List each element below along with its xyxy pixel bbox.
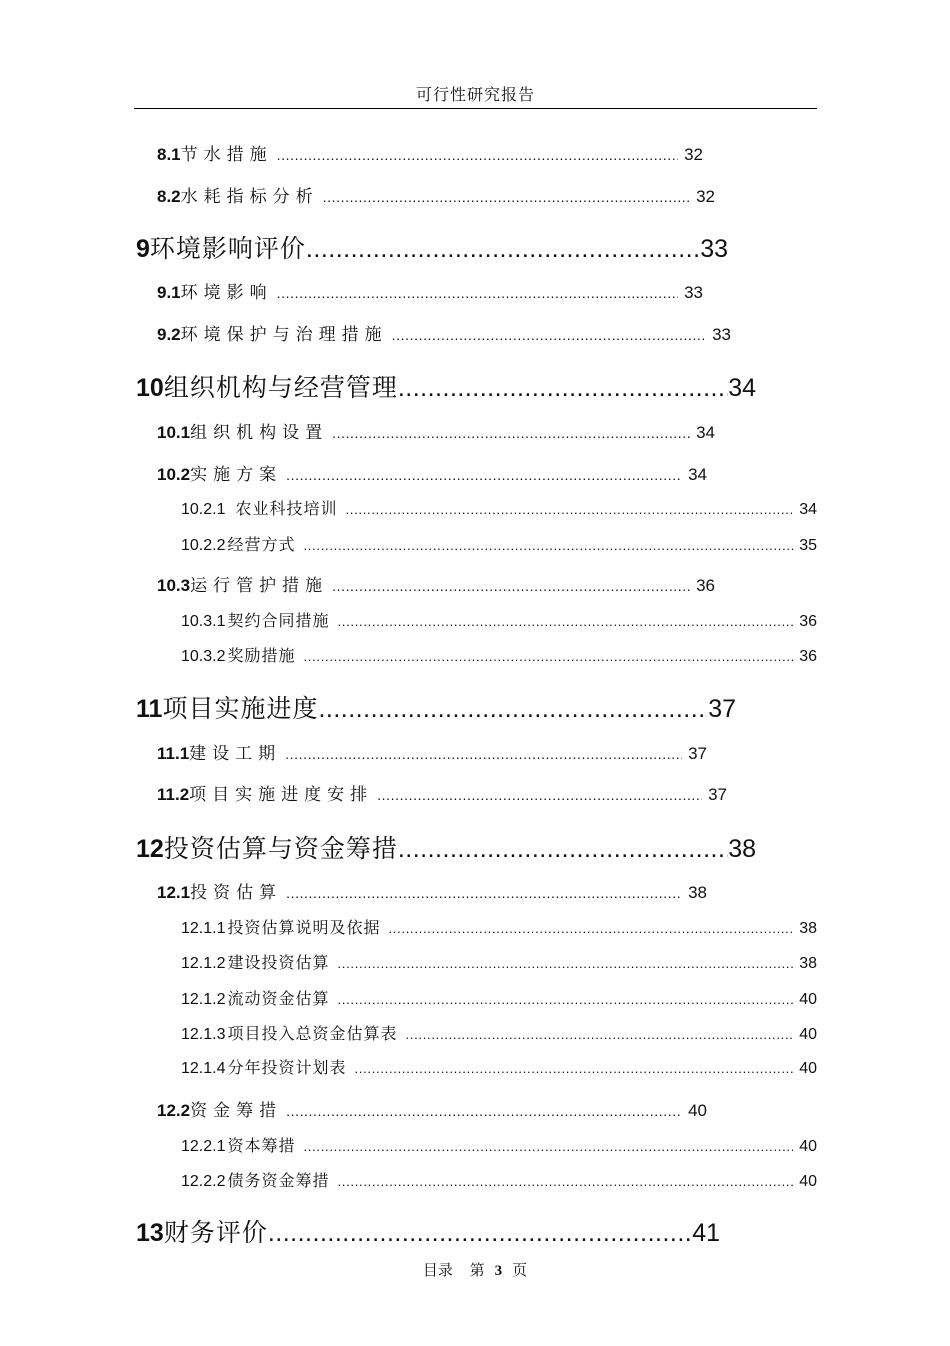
toc-entry[interactable] [136,829,756,863]
toc-entry-title: 投资估算与资金筹措 [163,834,398,863]
toc-leader-dots [389,921,794,936]
toc-entry-title: 奖励措施 [227,646,296,665]
toc-leader-dots [304,538,794,553]
toc-entry[interactable] [157,460,707,485]
toc-entry-title: 运行管护措施 [190,576,329,596]
toc-entry-number: 9.2 [157,325,181,344]
toc-leader-dots [286,885,682,901]
toc-entry[interactable] [157,320,731,345]
toc-entry-page: 38 [688,883,707,902]
toc-entry-page: 40 [799,1026,817,1043]
toc-entry[interactable] [181,1133,817,1153]
toc-entry-page: 36 [799,648,817,665]
toc-entry-page: 37 [708,695,736,723]
toc-entry-page: 32 [696,187,715,206]
toc-entry-title: 投资估算说明及依据 [227,918,381,937]
toc-entry-number: 12.1.2 [181,991,226,1008]
running-header: 可行性研究报告 [415,85,535,104]
toc-entry-number: 8.1 [157,145,181,164]
toc-entry-page: 38 [728,835,756,863]
toc-entry[interactable] [136,689,736,723]
toc-leader-dots [398,835,728,864]
header-rule [134,108,817,109]
toc-entry-title: 农业科技培训 [235,499,338,518]
toc-entry-page: 38 [799,920,817,937]
toc-entry-number: 12.2.2 [181,1173,226,1190]
toc-entry-title: 项目实施进度 [162,694,319,723]
toc-entry-page: 40 [799,1138,817,1155]
toc-entry[interactable] [181,532,817,552]
toc-entry-page: 34 [799,501,817,518]
toc-leader-dots [268,1219,692,1248]
toc-entry-number: 13 [136,1219,164,1247]
footer-ye: 页 [512,1261,528,1279]
toc-entry-number: 10.2.1 [181,501,226,518]
toc-entry-page: 35 [799,537,817,554]
toc-entry-page: 33 [684,283,703,302]
toc-entry[interactable] [157,571,715,596]
toc-entry-page: 32 [684,145,703,164]
toc-entry[interactable] [136,229,728,263]
toc-leader-dots [398,374,728,403]
toc-entry[interactable] [157,140,703,165]
toc-entry-number: 12.2.1 [181,1138,226,1155]
toc-entry-title: 契约合同措施 [227,611,330,630]
toc-entry[interactable] [181,1055,817,1075]
toc-leader-dots [306,235,700,264]
toc-entry-title: 投资估算 [190,883,283,903]
toc-entry-number: 9.1 [157,283,181,302]
toc-leader-dots [318,695,708,724]
toc-entry-title: 流动资金估算 [227,989,330,1008]
toc-entry-title: 建设工期 [189,744,282,764]
toc-entry-title: 经营方式 [227,535,296,554]
toc-entry-page: 36 [696,576,715,595]
page-footer [0,1259,950,1280]
toc-entry-page: 34 [696,423,715,442]
toc-entry-title: 财务评价 [163,1218,268,1247]
toc-entry[interactable] [181,1021,817,1041]
toc-entry[interactable] [181,643,817,663]
toc-entry-number: 10.2.2 [181,537,226,554]
toc-leader-dots [332,578,690,594]
footer-di: 第 [469,1261,485,1279]
toc-entry-number: 10.3.2 [181,648,226,665]
toc-leader-dots [338,992,794,1007]
toc-leader-dots [355,1061,794,1076]
toc-entry[interactable] [181,915,817,935]
toc-entry-page: 34 [688,465,707,484]
toc-entry[interactable] [157,182,715,207]
toc-entry-page: 37 [688,744,707,763]
toc-entry-page: 40 [799,991,817,1008]
toc-entry-page: 34 [728,374,756,402]
toc-leader-dots [377,787,702,803]
toc-entry-number: 8.2 [157,187,181,206]
toc-entry[interactable] [181,950,817,970]
toc-entry-title: 债务资金筹措 [227,1171,330,1190]
toc-entry-number: 10 [136,374,164,402]
toc-entry-title: 项目投入总资金估算表 [227,1024,398,1043]
toc-leader-dots [285,746,682,762]
toc-entry[interactable] [157,1096,707,1121]
toc-entry-title: 节水措施 [180,145,273,165]
toc-entry-title: 资本筹措 [227,1136,296,1155]
toc-leader-dots [406,1027,794,1042]
toc-entry-title: 环境影响评价 [149,234,306,263]
toc-leader-dots [338,614,794,629]
toc-entry-page: 33 [712,325,731,344]
toc-leader-dots [277,285,678,301]
toc-leader-dots [323,189,690,205]
toc-entry[interactable] [181,1168,817,1188]
toc-entry-page: 40 [688,1101,707,1120]
toc-entry-title: 环境保护与治理措施 [180,325,388,345]
toc-entry-title: 资金筹措 [190,1101,283,1121]
toc-leader-dots [332,425,690,441]
toc-entry[interactable] [157,739,707,764]
toc-leader-dots [392,327,706,343]
toc-entry-number: 10.2 [157,465,191,484]
toc-entry-number: 10.3 [157,576,191,595]
toc-entry-title: 项目实施进度安排 [189,785,374,805]
toc-entry-title: 组织机构设置 [190,423,329,443]
toc-entry-page: 37 [708,785,727,804]
toc-entry[interactable] [181,496,817,516]
toc-leader-dots [304,649,794,664]
toc-entry-page: 36 [799,613,817,630]
toc-entry[interactable] [136,368,756,402]
toc-entry-number: 12.1.4 [181,1060,226,1077]
toc-entry-page: 41 [692,1219,720,1247]
toc-leader-dots [338,956,794,971]
toc-entry-number: 11.1 [157,744,190,763]
toc-leader-dots [338,1174,794,1189]
toc-entry-title: 环境影响 [180,283,273,303]
toc-entry-number: 11.2 [157,785,190,804]
toc-leader-dots [346,502,794,517]
toc-entry[interactable] [181,986,817,1006]
toc-leader-dots [286,467,682,483]
toc-entry-page: 38 [799,955,817,972]
toc-entry-number: 11 [136,695,163,723]
toc-entry[interactable] [157,878,707,903]
toc-entry-page: 40 [799,1173,817,1190]
toc-entry-number: 9 [136,235,150,263]
footer-label: 目录 [422,1261,453,1279]
toc-entry[interactable] [157,418,715,443]
toc-entry-number: 12.2 [157,1101,191,1120]
toc-entry-number: 10.3.1 [181,613,226,630]
toc-entry-title: 分年投资计划表 [227,1058,347,1077]
toc-entry[interactable] [157,278,703,303]
toc-entry-page: 40 [799,1060,817,1077]
toc-entry-title: 实施方案 [190,465,283,485]
toc-entry[interactable] [181,608,817,628]
toc-entry[interactable] [157,780,727,805]
toc-entry-title: 组织机构与经营管理 [163,373,398,402]
footer-page-number: 3 [494,1263,503,1279]
toc-leader-dots [277,147,678,163]
toc-entry-page: 33 [700,235,728,263]
toc-entry-title: 建设投资估算 [227,953,330,972]
toc-leader-dots [286,1103,682,1119]
toc-entry[interactable] [136,1213,720,1247]
toc-entry-number: 12 [136,835,164,863]
toc-entry-number: 12.1.3 [181,1026,226,1043]
toc-entry-number: 12.1 [157,883,191,902]
toc-entry-title: 水耗指标分析 [180,187,319,207]
toc-entry-number: 12.1.1 [181,920,226,937]
toc-leader-dots [304,1139,794,1154]
toc-entry-number: 10.1 [157,423,191,442]
toc-entry-number: 12.1.2 [181,955,226,972]
